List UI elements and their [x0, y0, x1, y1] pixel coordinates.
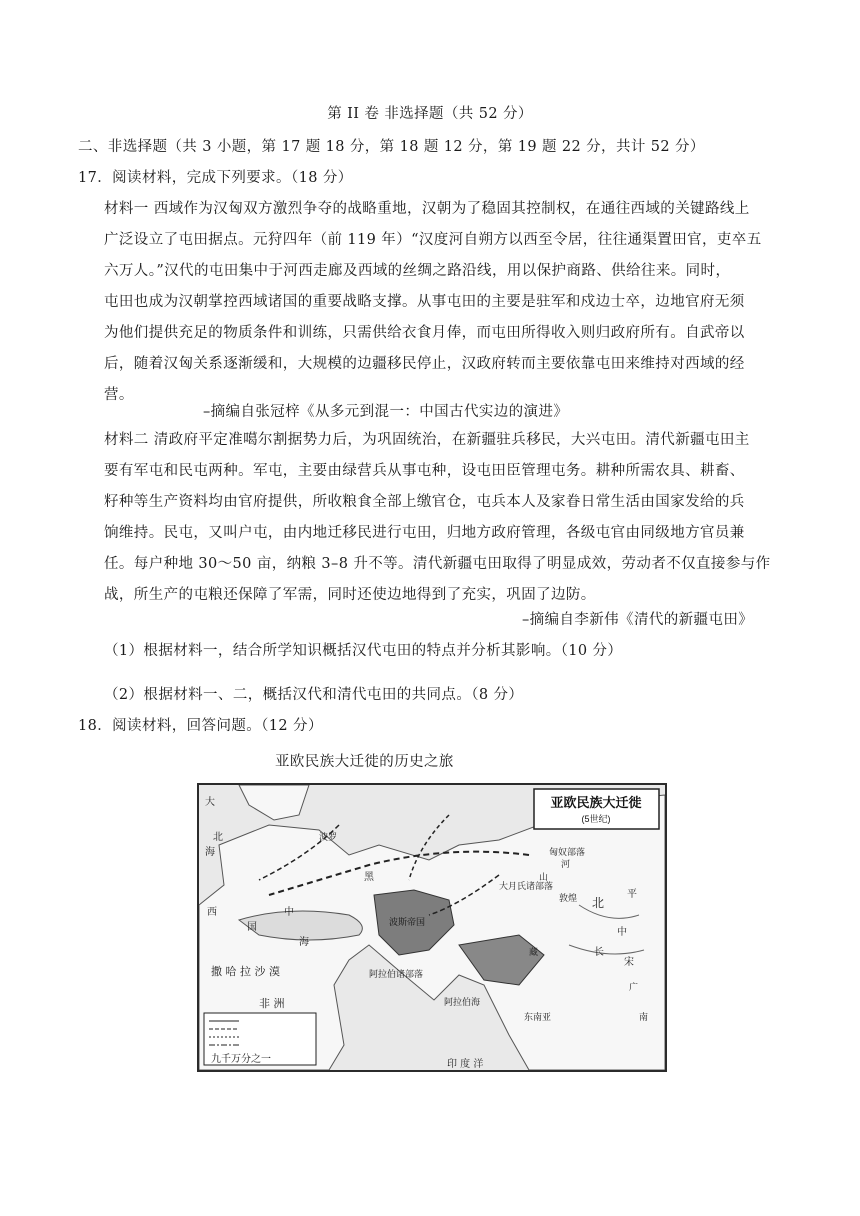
- map-label: 阿拉伯诸部落: [369, 970, 424, 980]
- map-label: 波罗: [319, 833, 338, 843]
- map-label: 西: [207, 907, 217, 918]
- material1-line: 后，随着汉匈关系逐渐缓和，大规模的边疆移民停止，汉政府转而主要依靠屯田来维持对西域的经: [104, 356, 745, 372]
- map-subtitle: (5世纪): [581, 814, 611, 824]
- map-label: 东南亚: [524, 1013, 552, 1023]
- material1-source: –摘编自张冠梓《从多元到混一：中国古代实边的演进》: [203, 404, 569, 420]
- map-label: 大月氏诸部落: [499, 882, 554, 892]
- map-label: 大: [205, 797, 215, 808]
- map-label: 黑: [364, 872, 374, 883]
- map-label: 海: [299, 937, 309, 948]
- q17-subquestion-1: （1）根据材料一，结合所学知识概括汉代屯田的特点并分析其影响。（10 分）: [104, 643, 623, 659]
- map-label: 中: [617, 927, 627, 938]
- figure-caption: 亚欧民族大迁徙的历史之旅: [275, 754, 454, 770]
- material1-line: 为他们提供充足的物质条件和训练，只需供给衣食月俸，而屯田所得收入则归政府所有。自武帝以: [104, 325, 745, 341]
- map-label: 中: [284, 907, 294, 918]
- material1-line: 屯田也成为汉朝掌控西域诸国的重要战略支撑。从事屯田的主要是驻军和戍边士卒，边地官府无须: [104, 294, 745, 310]
- map-label: 海: [205, 847, 215, 858]
- map-drawing: [199, 785, 665, 1070]
- map-scale: 九千万分之一: [211, 1054, 271, 1065]
- map-title: 亚欧民族大迁徙: [550, 795, 642, 810]
- map-label: 平: [627, 889, 637, 900]
- material2-source: –摘编自李新伟《清代的新疆屯田》: [522, 612, 754, 628]
- map-label: 印 度 洋: [447, 1059, 484, 1070]
- map-label: 非 洲: [259, 997, 285, 1010]
- section-title: 第 II 卷 非选择题（共 52 分）: [327, 106, 533, 122]
- migration-map: [197, 783, 667, 1072]
- map-label: 阿拉伯海: [444, 998, 481, 1008]
- map-label: 敦煌: [559, 894, 578, 904]
- material2-line: 材料二 清政府平定准噶尔割据势力后，为巩固统治，在新疆驻兵移民，大兴屯田。清代新疆屯田主: [104, 432, 750, 448]
- q17-subquestion-2: （2）根据材料一、二，概括汉代和清代屯田的共同点。（8 分）: [104, 687, 524, 703]
- q18-header: 18．阅读材料，回答问题。（12 分）: [78, 718, 323, 734]
- map-label: 山: [539, 873, 549, 883]
- map-label: 河: [561, 860, 571, 870]
- material1-line: 广泛设立了屯田据点。元狩四年（前 119 年）“汉度河自朔方以西至令居，往往通渠置田官，吏卒五: [104, 232, 762, 248]
- map-label: 宋: [624, 957, 634, 968]
- map-label: 藏: [529, 948, 539, 958]
- q17-header: 17．阅读材料，完成下列要求。（18 分）: [78, 170, 353, 186]
- map-label: 南: [639, 1013, 649, 1023]
- material2-line: 饷维持。民屯，又叫户屯，由内地迁移民进行屯田，归地方政府管理，各级屯官由同级地方官员兼: [104, 525, 745, 541]
- section-subtitle: 二、非选择题（共 3 小题，第 17 题 18 分，第 18 题 12 分，第 19 题 22 分，共计 52 分）: [78, 139, 705, 155]
- map-label: 北: [213, 832, 223, 843]
- map-label: 北: [592, 896, 605, 910]
- map-label: 长: [594, 947, 604, 958]
- material2-line: 战，所生产的屯粮还保障了军需，同时还使边地得到了充实，巩固了边防。: [104, 587, 596, 603]
- map-label: 撒 哈 拉 沙 漠: [211, 965, 280, 978]
- map-label: 匈奴部落: [549, 848, 586, 858]
- map-label: 波斯帝国: [389, 918, 426, 928]
- map-label: 国: [247, 922, 257, 933]
- material1-line: 材料一 西域作为汉匈双方激烈争夺的战略重地，汉朝为了稳固其控制权，在通往西域的关键路线上: [104, 201, 750, 217]
- material2-line: 任。每户种地 30～50 亩，纳粮 3–8 升不等。清代新疆屯田取得了明显成效，劳动者不仅直接参与作: [104, 556, 771, 572]
- material2-line: 要有军屯和民屯两种。军屯，主要由绿营兵从事屯种，设屯田臣管理屯务。耕种所需农具、耕畜、: [104, 463, 745, 479]
- material1-line: 六万人。”汉代的屯田集中于河西走廊及西域的丝绸之路沿线，用以保护商路、供给往来。同时，: [104, 263, 731, 279]
- material2-line: 籽种等生产资料均由官府提供，所收粮食全部上缴官仓，屯兵本人及家眷日常生活由国家发给的兵: [104, 494, 745, 510]
- map-label: 广: [629, 983, 639, 993]
- material1-line: 营。: [104, 387, 134, 403]
